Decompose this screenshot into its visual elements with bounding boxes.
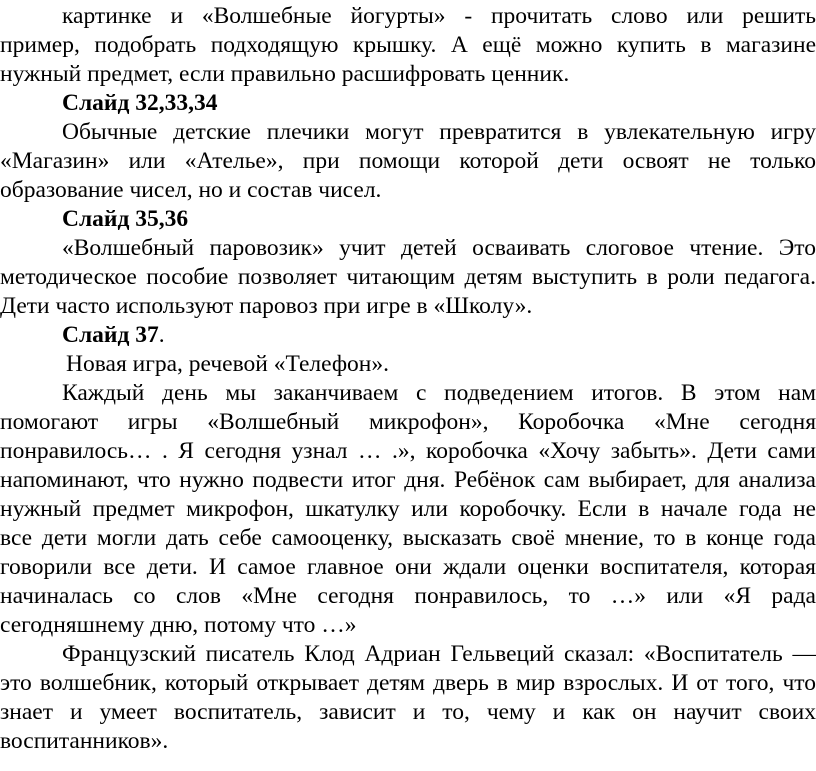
paragraph-line: Каждый день мы заканчиваем с подведением итогов. В этом нам — [62, 380, 816, 406]
paragraph-line: сегодняшнему дню, потому что …» — [0, 612, 357, 638]
paragraph-line: «Магазин» или «Ателье», при помощи которой дети освоят не только — [0, 148, 816, 174]
paragraph-line: Дети часто используют паровоз при игре в «Школу». — [0, 293, 533, 319]
paragraph-line: Новая игра, речевой «Телефон». — [66, 351, 390, 377]
paragraph-line: говорили все дети. И самое главное они ждали оценки воспитателя, которая — [0, 554, 816, 580]
paragraph-line: понравилось… . Я сегодня узнал … .», коробочка «Хочу забыть». Дети сами — [0, 438, 816, 464]
paragraph-line: пример, подобрать подходящую крышку. А ещё можно купить в магазине — [0, 32, 816, 58]
paragraph-line: «Волшебный паровозик» учит детей осваивать слоговое чтение. Это — [62, 235, 816, 261]
paragraph-line: нужный предмет микрофон, шкатулку или коробочку. Если в начале года не — [0, 496, 816, 522]
paragraph-line: это волшебник, который открывает детям дверь в мир взрослых. И от того, что — [0, 670, 816, 696]
paragraph-line: знает и умеет воспитатель, зависит и то, чему и как он научит своих — [0, 699, 816, 725]
paragraph-line: начиналась со слов «Мне сегодня понравилось, то …» или «Я рада — [0, 583, 816, 609]
paragraph-line: картинке и «Волшебные йогурты» - прочитать слово или решить — [62, 3, 816, 29]
slide-heading — [0, 321, 816, 350]
paragraph-line: образование чисел, но и состав чисел. — [0, 177, 382, 203]
slide-heading-dot: . — [158, 322, 165, 348]
paragraph-line: все дети могли дать себе самооценку, высказать своё мнение, то в конце года — [0, 525, 816, 551]
paragraph-line: Французский писатель Клод Адриан Гельвеций сказал: «Воспитатель — — [62, 641, 816, 667]
slide-heading: Слайд 35,36 — [62, 206, 189, 232]
paragraph-line: напоминают, что нужно подвести итог дня. Ребёнок сам выбирает, для анализа — [0, 467, 816, 493]
paragraph-line: нужный предмет, если правильно расшифровать ценник. — [0, 61, 570, 87]
paragraph-line: Обычные детские плечики могут превратится в увлекательную игру — [62, 119, 816, 145]
slide-heading: Слайд 32,33,34 — [62, 90, 218, 116]
paragraph-line: помогают игры «Волшебный микрофон», Коробочка «Мне сегодня — [0, 409, 816, 435]
paragraph-line: методическое пособие позволяет читающим детям выступить в роли педагога. — [0, 264, 816, 290]
paragraph-line: воспитанников». — [0, 728, 169, 754]
slide-heading-label: Слайд 37 — [62, 322, 159, 348]
